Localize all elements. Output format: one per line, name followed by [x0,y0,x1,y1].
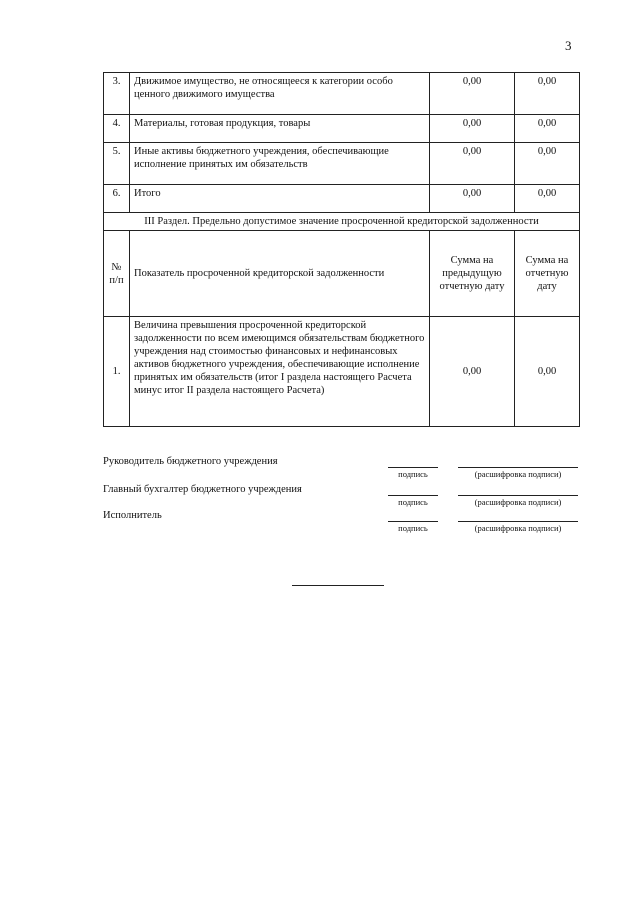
name-line [458,521,578,522]
value-prev: 0,00 [430,115,515,143]
value-curr: 0,00 [515,73,580,115]
header-indicator: Показатель просроченной кредиторской задолженности [130,231,430,317]
row-number: 1. [104,317,130,427]
value-prev: 0,00 [430,317,515,427]
value-curr: 0,00 [515,143,580,185]
row-text: Движимое имущество, не относящееся к категории особо ценного движимого имущества [130,73,430,115]
name-caption: (расшифровка подписи) [474,523,562,533]
table-row [104,73,580,115]
header-prev: Сумма на предыдущую отчетную дату [430,231,515,317]
name-caption: (расшифровка подписи) [474,469,562,479]
sign-caption: подпись [398,497,428,507]
value-prev: 0,00 [430,73,515,115]
page-number: 3 [565,38,572,53]
value-curr: 0,00 [515,115,580,143]
signature-role-executor: Исполнитель [103,510,162,521]
sign-caption: подпись [398,469,428,479]
row-number: 4. [104,115,130,143]
value-curr: 0,00 [515,185,580,213]
header-curr: Сумма на отчетную дату [515,231,580,317]
signature-role-accountant: Главный бухгалтер бюджетного учреждения [103,484,302,495]
name-line [458,467,578,468]
name-caption: (расшифровка подписи) [474,497,562,507]
table-row [104,143,580,185]
end-rule [292,585,384,586]
table-row [104,317,580,427]
row-text: Итого [130,185,430,213]
value-prev: 0,00 [430,143,515,185]
signature-role-head: Руководитель бюджетного учреждения [103,456,278,467]
table-header-row [104,231,580,317]
value-prev: 0,00 [430,185,515,213]
value-curr: 0,00 [515,317,580,427]
row-number: 3. [104,73,130,115]
section-title-row [104,213,580,231]
table-row [104,185,580,213]
row-text: Величина превышения просроченной кредиторской задолженности по всем имеющимся обязательствам бюджетного учреждения над стоимостью финансовых и нефинансовых активов бюджетного учреждения, обеспечивающие исполнение принятых им обязательств (итог I раздела настоящего Расчета минус итог II раздела настоящего Расчета) [130,317,430,427]
signature-line [388,521,438,522]
row-number: 5. [104,143,130,185]
header-num: № п/п [104,231,130,317]
sign-caption: подпись [398,523,428,533]
signature-line [388,495,438,496]
row-text: Материалы, готовая продукция, товары [130,115,430,143]
row-number: 6. [104,185,130,213]
name-line [458,495,578,496]
calculation-table [103,72,580,427]
section-3-title: III Раздел. Предельно допустимое значение просроченной кредиторской задолженности [104,213,580,231]
table-row [104,115,580,143]
signature-line [388,467,438,468]
row-text: Иные активы бюджетного учреждения, обеспечивающие исполнение принятых им обязательств [130,143,430,185]
